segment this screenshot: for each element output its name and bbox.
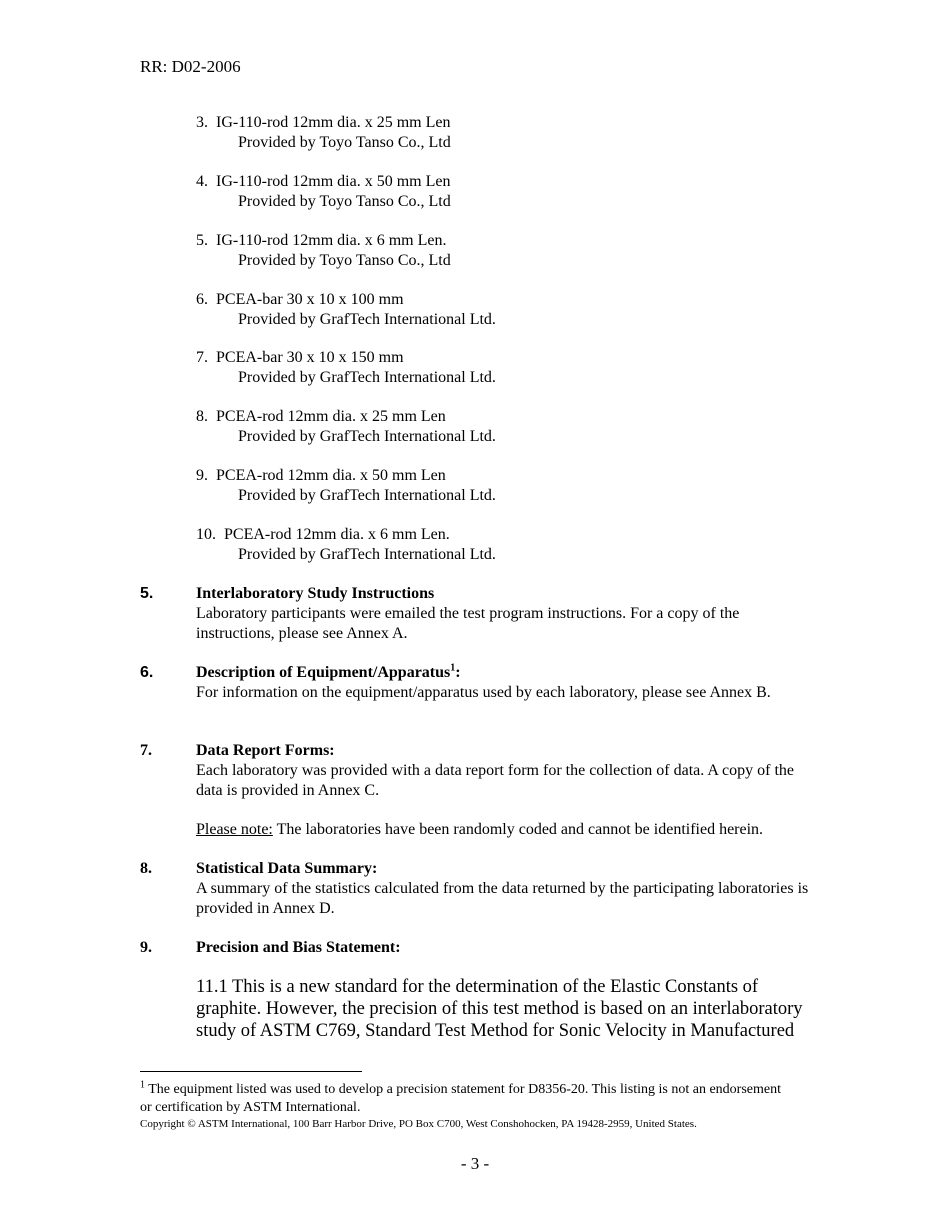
- section-title: Data Report Forms:: [196, 742, 335, 759]
- section-title: Description of Equipment/Apparatus$^1$:: [196, 662, 461, 681]
- note-text: The laboratories have been randomly coded and cannot be identified herein.: [272, 821, 764, 838]
- item-number: 4.: [196, 173, 208, 190]
- item-title: PCEA-bar 30 x 10 x 150 mm: [216, 349, 404, 366]
- item-title: PCEA-rod 12mm dia. x 6 mm Len.: [224, 526, 450, 543]
- item-provider: Provided by GrafTech International Ltd.: [238, 487, 496, 504]
- item-title: IG-110-rod 12mm dia. x 50 mm Len: [216, 173, 451, 190]
- item-provider: Provided by GrafTech International Ltd.: [238, 311, 496, 328]
- item-provider: Provided by Toyo Tanso Co., Ltd: [238, 134, 451, 151]
- item-provider: Provided by Toyo Tanso Co., Ltd: [238, 252, 451, 269]
- footnote-mark: 1: [140, 1079, 145, 1091]
- list-item: [196, 290, 496, 330]
- footnote: [140, 1081, 790, 1117]
- item-number: 6.: [196, 291, 208, 308]
- list-item: [196, 525, 496, 565]
- please-note: [196, 820, 816, 840]
- list-item: [196, 348, 496, 388]
- item-number: 10.: [196, 526, 216, 543]
- item-number: 5.: [196, 232, 208, 249]
- footnote-ref: 1: [450, 662, 456, 674]
- item-title: PCEA-rod 12mm dia. x 50 mm Len: [216, 467, 446, 484]
- list-item: [196, 231, 451, 271]
- note-label: Please note:: [196, 821, 273, 838]
- item-provider: Provided by GrafTech International Ltd.: [238, 428, 496, 445]
- item-number: 3.: [196, 114, 208, 131]
- section-interlaboratory-study: [196, 584, 816, 644]
- document-id-header: RR: D02-2006: [140, 57, 241, 76]
- list-item: [196, 113, 451, 153]
- item-provider: Provided by GrafTech International Ltd.: [238, 546, 496, 563]
- section-body: For information on the equipment/apparatus used by each laboratory, please see Annex B.: [196, 684, 771, 701]
- item-title: IG-110-rod 12mm dia. x 25 mm Len: [216, 114, 451, 131]
- item-number: 7.: [196, 349, 208, 366]
- list-item: [196, 466, 496, 506]
- section-title: Interlaboratory Study Instructions: [196, 585, 435, 602]
- section-body: Laboratory participants were emailed the test program instructions. For a copy of the instructions, please see Annex A.: [196, 605, 740, 642]
- item-title: PCEA-bar 30 x 10 x 100 mm: [216, 291, 404, 308]
- section-body: Each laboratory was provided with a data report form for the collection of data. A copy of the data is provided in Annex C.: [196, 762, 795, 799]
- page-number: - 3 -: [460, 1154, 490, 1173]
- section-title: Precision and Bias Statement:: [196, 939, 401, 956]
- section-body: A summary of the statistics calculated from the data returned by the participating laboratories is provided in Annex D.: [196, 880, 809, 917]
- footnote-text: The equipment listed was used to develop a precision statement for D8356-20. This listing is not an endorsement or certification by ASTM International.: [140, 1082, 781, 1115]
- item-title: IG-110-rod 12mm dia. x 6 mm Len.: [216, 232, 447, 249]
- item-number: 9.: [196, 467, 208, 484]
- list-item: [196, 407, 496, 447]
- section-number: 5.: [140, 585, 154, 602]
- item-number: 8.: [196, 408, 208, 425]
- section-equipment: [196, 663, 816, 703]
- item-provider: Provided by GrafTech International Ltd.: [238, 369, 496, 386]
- precision-statement-text: 11.1 This is a new standard for the determination of the Elastic Constants of graphite. However, the precision of this test method is based on an interlaboratory study of ASTM C769, Standard Test Method for Sonic Velocity in Manufactured: [196, 977, 803, 1041]
- list-item: [196, 172, 451, 212]
- section-statistical-summary: [196, 859, 816, 919]
- item-provider: Provided by Toyo Tanso Co., Ltd: [238, 193, 451, 210]
- section-number: 6.: [140, 664, 154, 681]
- section-data-report-forms: [196, 741, 816, 801]
- section-precision-bias: [196, 938, 816, 958]
- copyright-notice: Copyright © ASTM International, 100 Barr Harbor Drive, PO Box C700, West Conshohocken, PA 19428-2959, United States.: [140, 1118, 697, 1130]
- footnote-divider: [140, 1071, 362, 1072]
- section-number: 9.: [140, 939, 152, 956]
- item-title: PCEA-rod 12mm dia. x 25 mm Len: [216, 408, 446, 425]
- section-title: Statistical Data Summary:: [196, 860, 378, 877]
- section-number: 7.: [140, 742, 152, 759]
- section-number: 8.: [140, 860, 152, 877]
